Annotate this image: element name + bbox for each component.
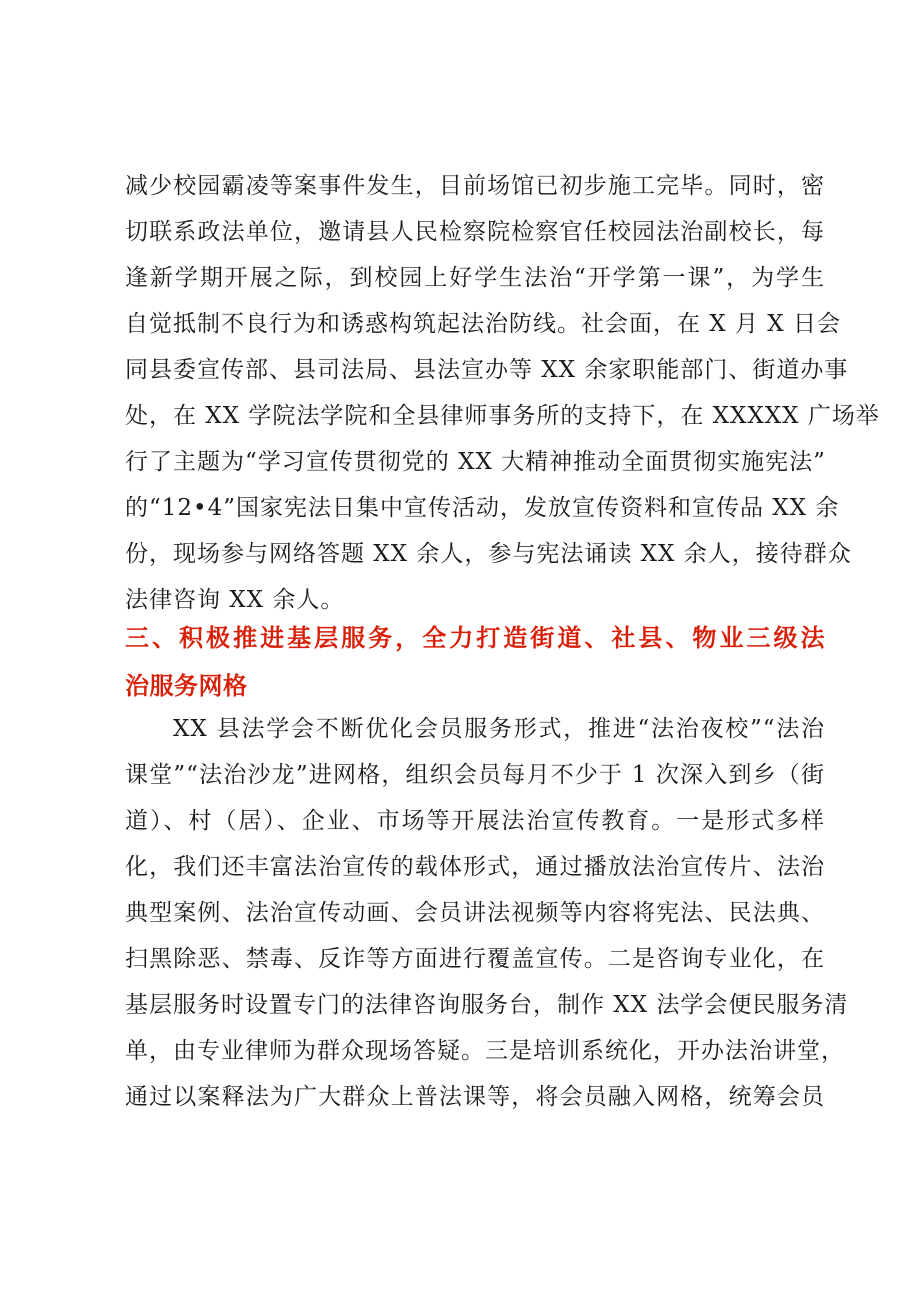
heading-line: 三、积极推进基层服务，全力打造街道、社县、物业三级法: [125, 624, 825, 652]
paragraph-line: 化，我们还丰富法治宣传的载体形式，通过播放法治宣传片、法治: [125, 854, 825, 880]
paragraph-line: 道）、村（居）、企业、市场等开展法治宣传教育。一是形式多样: [125, 808, 825, 834]
paragraph-section-3: [125, 706, 849, 1120]
paragraph-line: 行了主题为“学习宣传贯彻党的 XX 大精神推动全面贯彻实施宪法”: [125, 449, 826, 475]
paragraph-line: 自觉抵制不良行为和诱惑构筑起法治防线。社会面，在 X 月 X 日会: [125, 311, 841, 337]
paragraph-line: 的“12•4”国家宪法日集中宣传活动，发放宣传资料和宣传品 XX 余: [125, 495, 840, 521]
paragraph-line: XX 县法学会不断优化会员服务形式，推进“法治夜校”“法治: [173, 716, 825, 742]
paragraph-continuation: [125, 163, 880, 623]
paragraph-line: 典型案例、法治宣传动画、会员讲法视频等内容将宪法、民法典、: [125, 900, 825, 926]
paragraph-line: 法律咨询 XX 余人。: [125, 587, 345, 613]
paragraph-line: 份，现场参与网络答题 XX 余人，参与宪法诵读 XX 余人，接待群众: [125, 541, 852, 567]
paragraph-line: 切联系政法单位，邀请县人民检察院检察官任校园法治副校长，每: [125, 219, 825, 245]
paragraph-line: 逢新学期开展之际，到校园上好学生法治“开学第一课”，为学生: [125, 265, 825, 291]
paragraph-line: 单，由专业律师为群众现场答疑。三是培训系统化，开办法治讲堂，: [125, 1038, 845, 1064]
paragraph-line: 课堂”“法治沙龙”进网格，组织会员每月不少于 1 次深入到乡（街: [125, 762, 825, 788]
paragraph-line: 减少校园霸凌等案事件发生，目前场馆已初步施工完毕。同时，密: [125, 173, 825, 199]
heading-line: 治服务网格: [125, 672, 248, 700]
paragraph-line: 基层服务时设置专门的法律咨询服务台，制作 XX 法学会便民服务清: [125, 992, 849, 1018]
paragraph-line: 同县委宣传部、县司法局、县法宣办等 XX 余家职能部门、街道办事: [125, 357, 849, 383]
paragraph-line: 扫黑除恶、禁毒、反诈等方面进行覆盖宣传。二是咨询专业化，在: [125, 946, 825, 972]
paragraph-line: 通过以案释法为广大群众上普法课等，将会员融入网格，统筹会员: [125, 1084, 825, 1110]
section-heading-3: [125, 614, 825, 710]
paragraph-line: 处，在 XX 学院法学院和全县律师事务所的支持下，在 XXXXX 广场举: [125, 403, 880, 429]
